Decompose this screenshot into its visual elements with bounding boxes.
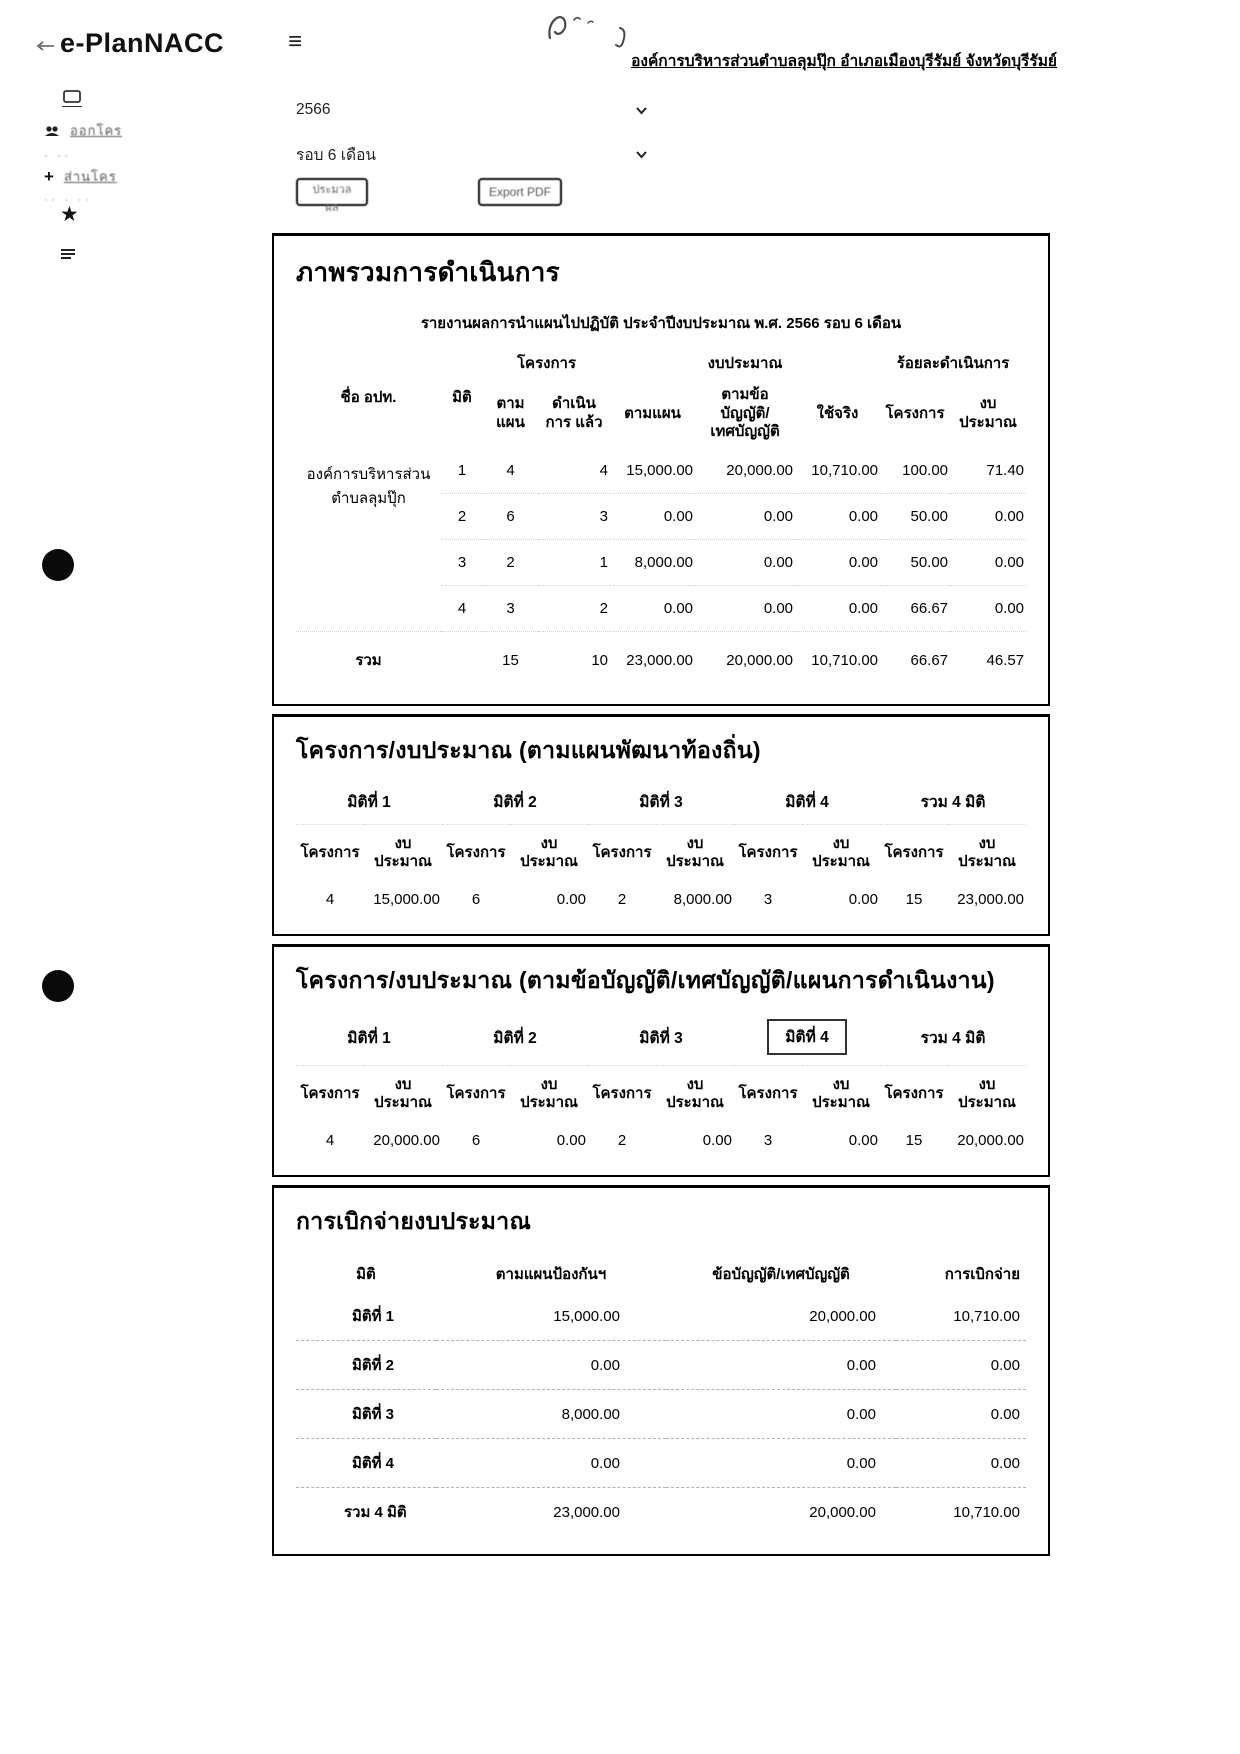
dis-cell-plan: 15,000.00 [553,1307,620,1325]
col-header-plan: ตาม แผน [496,395,525,431]
list-icon [60,248,76,261]
ordinance-budget-table [296,1013,1026,1157]
overview-subtitle: รายงานผลการนำแผนไปปฏิบัติ ประจำปีงบประมาณ พ.ศ. 2566 รอบ 6 เดือน [420,315,902,332]
sub-budget: งบ ประมาณ [656,825,734,878]
cell-bplan: 0.00 [610,494,695,540]
sub-budget: งบ ประมาณ [510,1066,588,1119]
dis-cell-plan: 8,000.00 [436,1390,666,1439]
col-header-pct-project: โครงการ [885,404,945,422]
sub-project: โครงการ [296,825,364,878]
cell-pctp: 50.00 [880,494,950,540]
sidebar-link-1-label: ออกโคร [70,123,123,138]
col-header-org: ชื่อ อปท. [340,389,397,407]
handwritten-note [540,6,640,54]
cell-used: 0.00 [795,586,880,632]
org-name-cell: องค์การบริหารส่วน ตำบลลุมปุ๊ก [306,466,431,507]
group-total: รวม 4 มิติ [920,1029,986,1047]
total-row [296,1488,1026,1537]
sub-project: โครงการ [442,1066,510,1119]
sub-budget: งบ ประมาณ [656,1066,734,1119]
sub-project: โครงการ [880,825,948,878]
plan-budget-panel [272,714,1050,936]
col-header-done: ดำเนินการ แล้ว [545,395,603,431]
cell-project: 15 [905,891,923,908]
disbursement-panel [272,1185,1050,1556]
total-row [296,632,1026,687]
group-dim1: มิติที่ 1 [347,794,391,811]
group-dim2: มิติที่ 2 [493,1029,537,1047]
col-header-budget-plan: ตามแผน [624,404,681,422]
period-select[interactable] [296,140,648,168]
sub-project: โครงการ [442,825,510,878]
plan-table-title: โครงการ/งบประมาณ (ตามแผนพัฒนาท้องถิ่น) [296,737,761,763]
total-dim-cell [441,632,483,687]
chevron-down-icon [635,150,648,159]
ordinance-budget-panel [272,944,1050,1177]
dis-header-plan: ตามแผนป้องกันฯ [495,1266,607,1283]
table-row [296,1439,1026,1488]
cell-pctb: 0.00 [950,586,1026,632]
cell-bplan: 15,000.00 [626,462,694,479]
cell-bord: 0.00 [695,494,795,540]
cell-project: 3 [763,1132,773,1149]
sub-budget: งบ ประมาณ [802,1066,880,1119]
cell-budget: 20,000.00 [373,1132,440,1149]
dis-cell-paid: 0.00 [896,1439,1026,1488]
sidebar-item-monitor[interactable] [62,90,82,112]
period-select-value: รอบ 6 เดือน [296,146,376,164]
cell-project: 4 [325,1132,335,1149]
cell-budget: 0.00 [702,1132,732,1149]
scan-artifact-arrow [34,40,56,52]
sidebar-item-list[interactable] [60,248,76,261]
cell-pctb: 71.40 [986,462,1025,479]
total-used: 10,710.00 [795,632,880,687]
table-row [296,448,1026,494]
cell-plan: 2 [483,540,538,586]
export-pdf-button[interactable]: Export PDF [478,178,562,206]
table-row [296,877,1026,916]
cell-bord: 0.00 [695,540,795,586]
sidebar-item-1[interactable] [44,120,122,141]
report-panels [272,233,1050,1564]
year-select-value: 2566 [296,101,331,118]
cell-budget: 0.00 [848,891,878,908]
cell-pctb: 0.00 [950,540,1026,586]
dis-cell-paid: 10,710.00 [953,1307,1020,1325]
overview-panel [272,233,1050,706]
cell-done: 2 [538,586,610,632]
dis-cell-plan: 0.00 [436,1341,666,1390]
cell-project: 15 [905,1132,923,1149]
dis-cell-ord: 0.00 [666,1341,896,1390]
dis-row-label: มิติที่ 1 [352,1308,395,1325]
dis-header-paid: การเบิกจ่าย [944,1266,1020,1283]
plan-budget-table [296,783,1026,916]
col-header-used: ใช้จริง [816,404,859,422]
menu-icon[interactable]: ≡ [288,28,303,55]
dis-row-label: มิติที่ 3 [296,1390,436,1439]
total-label: รวม [296,632,441,687]
process-button[interactable]: ประมวลผล [296,178,368,206]
disbursement-title: การเบิกจ่ายงบประมาณ [296,1208,532,1234]
cell-dim: 4 [441,586,483,632]
sub-project: โครงการ [296,1066,364,1119]
cell-pctp: 100.00 [902,462,949,479]
cell-bord: 20,000.00 [726,462,794,479]
cell-budget: 20,000.00 [957,1132,1025,1149]
sub-budget: งบ ประมาณ [364,1066,442,1119]
group-header-project: โครงการ [516,355,577,372]
sub-project: โครงการ [734,825,802,878]
dis-cell-ord: 0.00 [666,1439,896,1488]
cell-dim: 3 [441,540,483,586]
sidebar-faint-1-label: · ·· [44,148,72,162]
cell-project: 6 [471,891,481,908]
group-dim3: มิติที่ 3 [639,1029,683,1047]
table-row [296,1390,1026,1439]
cell-project: 6 [471,1132,481,1149]
sidebar-faint-2-label: ·· · ·· [44,192,92,206]
cell-project: 4 [325,891,335,908]
cell-project: 3 [763,891,773,908]
sub-budget: งบ ประมาณ [510,825,588,878]
dis-cell-paid: 0.00 [896,1341,1026,1390]
group-dim4-boxed [734,1013,880,1066]
dis-cell-ord: 0.00 [666,1390,896,1439]
cell-bplan: 0.00 [610,586,695,632]
dis-header-dim: มิติ [356,1266,376,1283]
cell-plan: 4 [506,462,515,479]
sidebar-item-favorites[interactable] [60,202,79,227]
sub-budget: งบ ประมาณ [948,1066,1026,1119]
cell-dim: 2 [441,494,483,540]
cell-pctb: 0.00 [950,494,1026,540]
sub-project: โครงการ [588,1066,656,1119]
cell-budget: 23,000.00 [957,891,1025,908]
table-row [296,1341,1026,1390]
col-header-budget-ord: ตามข้อ บัญญัติ/ เทศบัญญัติ [710,385,780,441]
group-dim4-label: มิติที่ 4 [767,1019,846,1055]
dis-cell-paid: 0.00 [896,1390,1026,1439]
sub-project: โครงการ [734,1066,802,1119]
sidebar-item-faint-1[interactable] [44,148,71,162]
chevron-down-icon [635,106,648,115]
punch-hole [42,970,74,1002]
cell-budget: 15,000.00 [373,891,440,908]
cell-plan: 6 [483,494,538,540]
ordinance-table-title: โครงการ/งบประมาณ (ตามข้อบัญญัติ/เทศบัญญัติ/แผนการดำเนินงาน) [296,967,995,993]
group-dim4: มิติที่ 4 [785,794,829,811]
cell-done: 1 [538,540,610,586]
total-bord: 20,000.00 [695,632,795,687]
cell-done: 3 [538,494,610,540]
dis-header-ord: ข้อบัญญัติ/เทศบัญญัติ [712,1266,850,1283]
dis-cell-ord: 20,000.00 [809,1307,876,1325]
total-done: 10 [538,632,610,687]
group-header-budget: งบประมาณ [707,355,783,372]
punch-hole [42,549,74,581]
table-row [296,1118,1026,1157]
total-pctb: 46.57 [950,632,1026,687]
app-logo[interactable]: e-PlanNACC [60,28,225,58]
year-select[interactable] [296,96,648,124]
monitor-icon [62,90,82,107]
sub-project: โครงการ [588,825,656,878]
group-dim2: มิติที่ 2 [493,794,537,811]
sub-project: โครงการ [880,1066,948,1119]
star-icon: ★ [60,203,79,226]
cell-budget: 0.00 [556,891,586,908]
total-bplan: 23,000.00 [610,632,695,687]
cell-budget: 0.00 [848,1132,878,1149]
overview-title: ภาพรวมการดำเนินการ [296,257,560,287]
total-pctp: 66.67 [880,632,950,687]
sidebar-item-2[interactable] [44,166,117,187]
cell-used: 0.00 [795,494,880,540]
cell-used: 0.00 [795,540,880,586]
disbursement-table [296,1256,1026,1536]
cell-bplan: 8,000.00 [610,540,695,586]
people-icon [44,125,60,137]
cell-project: 2 [617,891,627,908]
dis-row-label: มิติที่ 4 [296,1439,436,1488]
sub-budget: งบ ประมาณ [364,825,442,878]
total-plan: 15 [483,632,538,687]
table-row [296,1292,1026,1341]
group-dim1: มิติที่ 1 [347,1029,391,1047]
sub-budget: งบ ประมาณ [948,825,1026,878]
cell-pctp: 50.00 [880,540,950,586]
sub-budget: งบ ประมาณ [802,825,880,878]
cell-done: 4 [599,462,609,479]
overview-table [296,349,1026,686]
cell-bord: 0.00 [695,586,795,632]
cell-used: 10,710.00 [811,462,879,479]
cell-budget: 8,000.00 [673,891,732,908]
dis-total-ord: 20,000.00 [666,1488,896,1537]
col-header-dim: มิติ [452,389,472,407]
dis-total-paid: 10,710.00 [896,1488,1026,1537]
dis-total-label: รวม 4 มิติ [296,1488,436,1537]
cell-budget: 0.00 [556,1132,586,1149]
cell-plan: 3 [483,586,538,632]
cell-pctp: 66.67 [880,586,950,632]
dis-row-label: มิติที่ 2 [296,1341,436,1390]
dis-cell-plan: 0.00 [436,1439,666,1488]
org-name-link[interactable]: องค์การบริหารส่วนตำบลลุมปุ๊ก อำเภอเมืองบุรีรัมย์ จังหวัดบุรีรัมย์ [631,53,1057,70]
cell-dim: 1 [457,462,467,479]
col-header-pct-budget: งบ ประมาณ [959,395,1017,431]
sidebar-link-2-label: ส่านโคร [63,169,117,184]
group-dim3: มิติที่ 3 [639,794,683,811]
cell-project: 2 [617,1132,627,1149]
group-header-percent: ร้อยละดำเนินการ [896,355,1010,372]
group-total: รวม 4 มิติ [920,794,986,811]
plus-icon: + [44,166,54,186]
dis-total-plan: 23,000.00 [436,1488,666,1537]
